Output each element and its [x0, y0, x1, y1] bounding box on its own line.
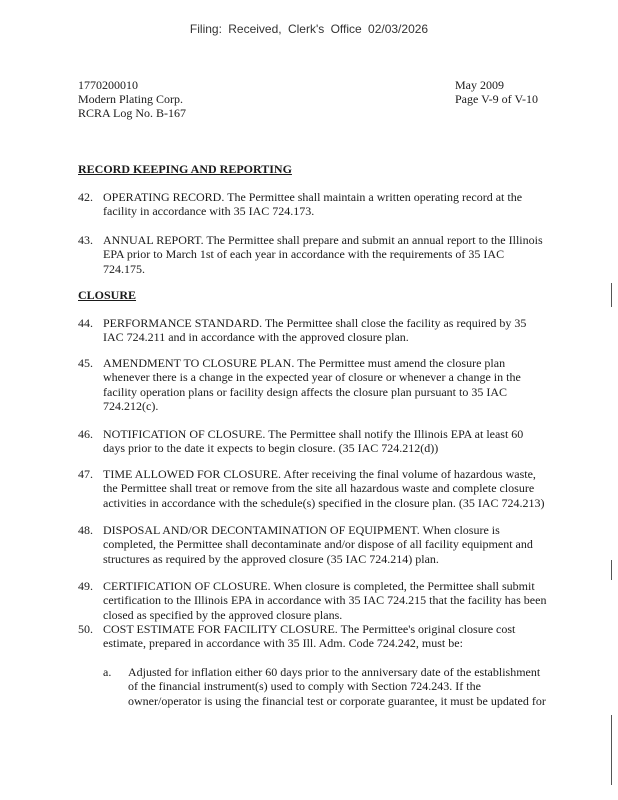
item-number: 50.: [78, 622, 93, 636]
item-text: NOTIFICATION OF CLOSURE. The Permittee shall notify the Illinois EPA at least 60 days prior to the date it expects to begin closure. (35 IAC 724.212(d)): [103, 427, 524, 456]
item-45: [78, 356, 548, 413]
item-number: 47.: [78, 467, 93, 481]
item-text: ANNUAL REPORT. The Permittee shall prepare and submit an annual report to the Illinois EPA prior to March 1st of each year in accordance with the requirements of 35 IAC 724.175.: [103, 233, 543, 276]
section-heading-closure: CLOSURE: [78, 288, 137, 302]
subitem-text: Adjusted for inflation either 60 days prior to the anniversary date of the establishment of the financial instrument(s) used to comply with Section 724.243. If the owner/operator is using the financial test or corporate guarantee, it must be updated for: [128, 665, 546, 708]
item-48: [78, 523, 548, 566]
scan-edge-mark: [611, 560, 612, 580]
log-number: RCRA Log No. B-167: [78, 106, 187, 120]
document-date: May 2009: [455, 78, 504, 92]
filing-stamp: Filing: Received, Clerk's Office 02/03/2026: [189, 22, 429, 36]
item-43: [78, 233, 548, 276]
item-49: [78, 579, 548, 622]
item-text: OPERATING RECORD. The Permittee shall maintain a written operating record at the facility in accordance with 35 IAC 724.173.: [103, 190, 523, 219]
scan-edge-mark: [611, 283, 612, 307]
item-50-subitem-a: [103, 665, 548, 708]
item-text: TIME ALLOWED FOR CLOSURE. After receiving the final volume of hazardous waste, the Permittee shall treat or remove from the site all hazardous waste and complete closure activities in accordance with the schedule(s) specified in the closure plan. (35 IAC 724.213): [103, 467, 545, 510]
item-number: 48.: [78, 523, 93, 537]
item-text: DISPOSAL AND/OR DECONTAMINATION OF EQUIPMENT. When closure is completed, the Permittee shall decontaminate and/or dispose of all facility equipment and structures as required by the approved closure (35 IAC 724.214) plan.: [103, 523, 533, 566]
item-text: CERTIFICATION OF CLOSURE. When closure is completed, the Permittee shall submit certification to the Illinois EPA in accordance with 35 IAC 724.215 that the facility has been closed as specified by the approved closure plans.: [103, 579, 547, 622]
item-text: PERFORMANCE STANDARD. The Permittee shall close the facility as required by 35 IAC 724.211 and in accordance with the approved closure plan.: [103, 316, 527, 345]
item-number: 49.: [78, 579, 93, 593]
subitem-label: a.: [103, 665, 112, 679]
item-text: AMENDMENT TO CLOSURE PLAN. The Permittee must amend the closure plan whenever there is a change in the expected year of closure or whenever a change in the facility operation plans or facility design affects the closure plan pursuant to 35 IAC 724.212(c).: [103, 356, 521, 413]
item-text: COST ESTIMATE FOR FACILITY CLOSURE. The Permittee's original closure cost estimate, prepared in accordance with 35 Ill. Adm. Code 724.242, must be:: [103, 622, 516, 651]
item-number: 45.: [78, 356, 93, 370]
item-47: [78, 467, 548, 510]
section-heading-record-keeping: RECORD KEEPING AND REPORTING: [78, 162, 292, 176]
item-number: 43.: [78, 233, 93, 247]
page-number: Page V-9 of V-10: [455, 92, 539, 106]
facility-id: 1770200010: [78, 78, 138, 92]
item-44: [78, 316, 548, 345]
header-right-block: [455, 78, 538, 106]
scan-edge-mark: [611, 715, 612, 785]
facility-name: Modern Plating Corp.: [78, 92, 183, 106]
item-number: 44.: [78, 316, 93, 330]
header-left-block: [78, 78, 186, 120]
item-42: [78, 190, 548, 219]
item-number: 46.: [78, 427, 93, 441]
item-46: [78, 427, 548, 456]
item-number: 42.: [78, 190, 93, 204]
item-50: [78, 622, 548, 651]
